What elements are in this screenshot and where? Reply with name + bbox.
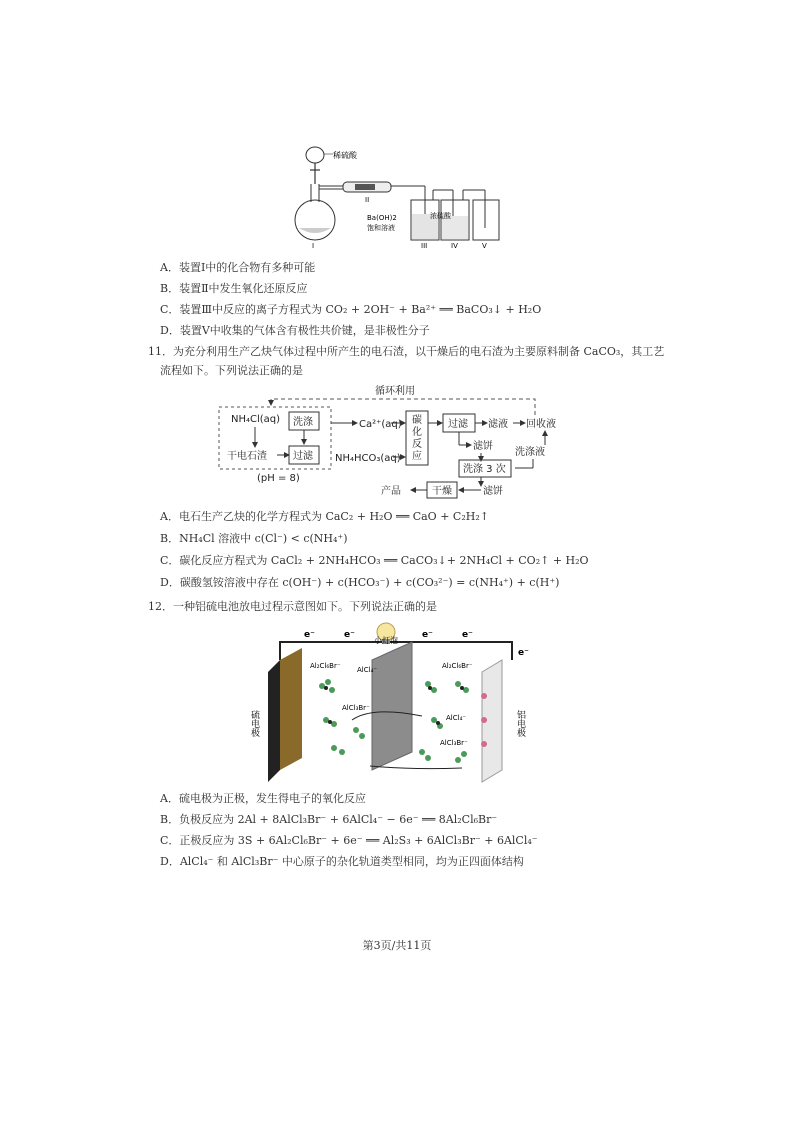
recycle-label: 循环利用 (375, 386, 415, 397)
q11-option-b: B．NH₄Cl 溶液中 c(Cl⁻) < c(NH₄⁺) (160, 532, 348, 545)
q11-stem-line2: 流程如下。下列说法正确的是 (160, 364, 303, 377)
electron-label-5: e⁻ (518, 648, 529, 658)
ion-label-6: AlCl₃Br⁻ (440, 739, 468, 747)
wash-box-label: 洗涤 (293, 417, 313, 428)
q11-stem-line1: 11．为充分利用生产乙炔气体过程中所产生的电石渣，以干燥后的电石渣为主要原料制备 CaCO₃，其工艺 (148, 345, 665, 358)
ion-label-2: AlCl₄⁻ (357, 666, 378, 674)
electron-label-3: e⁻ (422, 630, 433, 640)
carbon-char-3: 反 (412, 439, 422, 450)
wash-liquid-label: 洗涤液 (515, 447, 545, 458)
aluminum-electrode-label: 铝电极 (515, 710, 525, 737)
ion-label-1: Al₂Cl₆Br⁻ (310, 662, 341, 670)
wash-3-times-label: 洗涤 3 次 (463, 464, 506, 475)
bulb-label: 小灯泡 (374, 636, 398, 645)
filtrate-label: 滤液 (488, 419, 508, 430)
tube-II-label: II (365, 196, 370, 204)
dry-box-label: 干燥 (432, 486, 452, 497)
carbon-char-2: 化 (412, 427, 422, 438)
baoh-solution-label: 饱和溶液 (367, 224, 395, 232)
apparatus-figure (285, 142, 515, 250)
filter-cake2-label: 滤饼 (483, 486, 503, 497)
nh4cl-label: NH₄Cl(aq) (231, 414, 281, 425)
ph-label: (pH = 8) (257, 473, 300, 484)
electron-label-2: e⁻ (344, 630, 355, 640)
carbon-char-4: 应 (412, 451, 422, 462)
q11-flowchart (215, 383, 565, 503)
electron-label-4: e⁻ (462, 630, 473, 640)
ion-label-3: AlCl₃Br⁻ (342, 704, 370, 712)
baoh-label: Ba(OH)2 (367, 214, 397, 222)
q12-option-d: D．AlCl₄⁻ 和 AlCl₃Br⁻ 中心原子的杂化轨道类型相同，均为正四面体结构 (160, 855, 524, 868)
q11-option-d: D．碳酸氢铵溶液中存在 c(OH⁻) + c(HCO₃⁻) + c(CO₃²⁻) = c(NH₄⁺) + c(H⁺) (160, 576, 560, 589)
recovered-liquid-label: 回收液 (526, 419, 556, 430)
dry-slag-label: 干电石渣 (227, 451, 267, 462)
q10-option-d: D．装置Ⅴ中收集的气体含有极性共价键，是非极性分子 (160, 324, 430, 337)
q10-option-b: B．装置Ⅱ中发生氧化还原反应 (160, 282, 308, 295)
filter1-label: 过滤 (293, 451, 313, 462)
q12-stem: 12．一种铝硫电池放电过程示意图如下。下列说法正确的是 (148, 600, 437, 613)
product-label: 产品 (381, 486, 401, 497)
filter2-label: 过滤 (448, 419, 468, 430)
ca-ion-label: Ca²⁺(aq) (359, 419, 402, 430)
q10-option-c: C．装置Ⅲ中反应的离子方程式为 CO₂ + 2OH⁻ + Ba²⁺ ══ BaCO₃↓ + H₂O (160, 303, 542, 316)
q11-option-c: C．碳化反应方程式为 CaCl₂ + 2NH₄HCO₃ ══ CaCO₃↓+ 2NH₄Cl + CO₂↑ + H₂O (160, 554, 589, 567)
ion-label-5: AlCl₄⁻ (446, 714, 467, 722)
sulfur-electrode-label: 硫电极 (249, 710, 259, 737)
battery-diagram (249, 620, 530, 786)
electron-label-1: e⁻ (304, 630, 315, 640)
q12-option-c: C．正极反应为 3S + 6Al₂Cl₆Br⁻ + 6e⁻ ══ Al₂S₃ + 6AlCl₃Br⁻ + 6AlCl₄⁻ (160, 834, 538, 847)
bottle-IV-label: IV (451, 242, 458, 250)
carbon-char-1: 碳 (412, 415, 422, 426)
q10-option-a: A．装置Ⅰ中的化合物有多种可能 (160, 261, 316, 274)
conc-acid-label: 浓硫酸 (430, 212, 451, 220)
dilute-acid-label: 稀硫酸 (333, 151, 357, 160)
q12-option-a: A．硫电极为正极，发生得电子的氧化反应 (160, 792, 366, 805)
filter-cake1-label: 滤饼 (473, 441, 493, 452)
page-number: 第3页/共11页 (362, 939, 432, 952)
q11-option-a: A．电石生产乙炔的化学方程式为 CaC₂ + H₂O ══ CaO + C₂H₂↑ (160, 510, 489, 523)
bottle-I-label: I (312, 242, 315, 250)
ion-label-4: Al₂Cl₆Br⁻ (442, 662, 473, 670)
nh4hco3-label: NH₄HCO₃(aq) (335, 453, 401, 464)
bottle-III-label: III (421, 242, 428, 250)
q12-option-b: B．负极反应为 2Al + 8AlCl₃Br⁻ + 6AlCl₄⁻ − 6e⁻ ══ 8Al₂Cl₆Br⁻ (160, 813, 498, 826)
bottle-V-label: V (482, 242, 487, 250)
